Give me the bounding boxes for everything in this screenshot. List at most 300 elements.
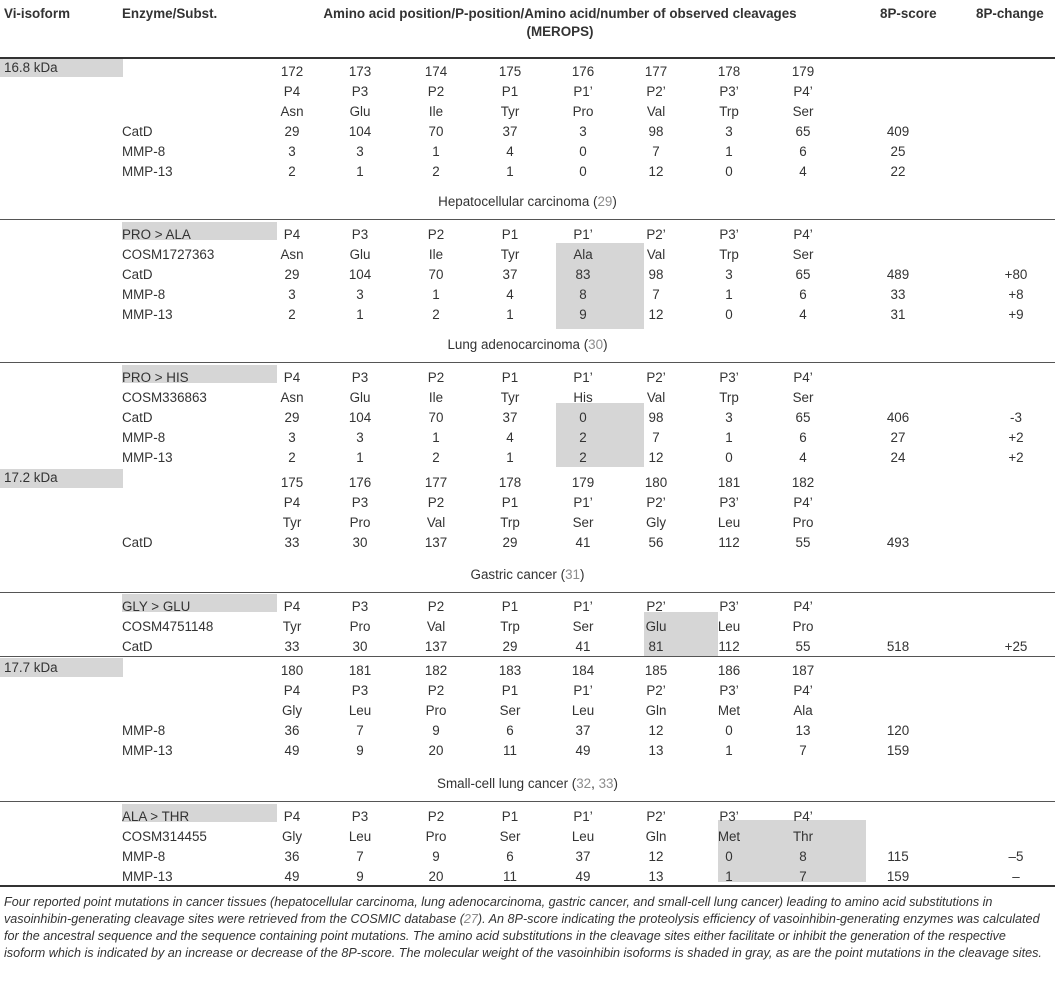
residue-cell: 4 xyxy=(506,144,514,159)
residue-cell: 1 xyxy=(506,307,514,322)
enzyme-cell: MMP-8 xyxy=(122,287,166,302)
residue-cell: 3 xyxy=(579,124,587,139)
enzyme-cell: PRO > HIS xyxy=(122,370,189,385)
residue-cell: P2 xyxy=(427,809,445,824)
residue-cell: 0 xyxy=(725,164,733,179)
residue-cell: P1 xyxy=(501,370,519,385)
isoform-label: 17.2 kDa xyxy=(4,470,58,485)
residue-cell: 3 xyxy=(288,144,296,159)
residue-cell: 0 xyxy=(725,723,733,738)
residue-cell: 29 xyxy=(284,267,300,282)
enzyme-cell: PRO > ALA xyxy=(122,227,191,242)
residue-cell: 173 xyxy=(348,64,372,79)
residue-cell: 1 xyxy=(432,287,440,302)
score-cell: 33 xyxy=(890,287,906,302)
table-caption: Four reported point mutations in cancer tissues (hepatocellular carcinoma, lung adenocarcinoma, gastric cancer, and small-cell lung cancer) leading to amino acid substitutions in vasoinhibin-generating cleavage sites were retrieved from the COSMIC database (27). An 8P-score indicating the proteolysis efficiency of vasoinhibin-generating enzymes was calculated for the ancestral sequence and the sequence containing point mutations. The amino acid substitutions in the cleavage sites either facilitate or inhibit the generation of the respective isoform which is indicated by an increase or decrease of the 8P-score. The molecular weight of the vasoinhibin isoforms is shaded in gray, as are the point mutations in the cleavage sites. xyxy=(4,895,1042,960)
residue-cell: 2 xyxy=(432,450,440,465)
score-cell: 22 xyxy=(890,164,906,179)
residue-cell: P4’ xyxy=(793,809,813,824)
residue-cell: 83 xyxy=(575,267,591,282)
residue-cell: Ser xyxy=(572,515,594,530)
residue-cell: Gln xyxy=(645,703,667,718)
residue-cell: 3 xyxy=(356,144,364,159)
residue-cell: 37 xyxy=(502,410,518,425)
residue-cell: 49 xyxy=(284,869,300,884)
residue-cell: P3 xyxy=(351,599,369,614)
residue-cell: P3’ xyxy=(719,495,739,510)
residue-cell: P2’ xyxy=(646,495,666,510)
header-8p-change: 8P-change xyxy=(976,6,1044,21)
reference-link[interactable]: 30 xyxy=(588,337,604,352)
enzyme-cell: MMP-8 xyxy=(122,723,166,738)
residue-cell: 181 xyxy=(717,475,741,490)
residue-cell: Gln xyxy=(645,829,667,844)
residue-cell: Pro xyxy=(349,515,371,530)
residue-cell: 1 xyxy=(725,743,733,758)
residue-cell: Leu xyxy=(348,829,372,844)
residue-cell: P2’ xyxy=(646,227,666,242)
residue-cell: 12 xyxy=(648,164,664,179)
score-cell: 159 xyxy=(886,869,910,884)
residue-cell: 30 xyxy=(352,639,368,654)
residue-cell: P3 xyxy=(351,809,369,824)
residue-cell: 1 xyxy=(356,450,364,465)
enzyme-cell: MMP-8 xyxy=(122,144,166,159)
residue-cell: 4 xyxy=(506,430,514,445)
residue-cell: 3 xyxy=(356,430,364,445)
residue-cell: Ser xyxy=(499,703,521,718)
residue-cell: Trp xyxy=(719,104,739,119)
residue-cell: P3’ xyxy=(719,227,739,242)
residue-cell: P3 xyxy=(351,84,369,99)
enzyme-cell: MMP-13 xyxy=(122,164,173,179)
residue-cell: P1’ xyxy=(573,809,593,824)
residue-cell: 55 xyxy=(795,639,811,654)
residue-cell: 176 xyxy=(571,64,595,79)
residue-cell: 3 xyxy=(356,287,364,302)
residue-cell: Gly xyxy=(281,703,303,718)
residue-cell: 98 xyxy=(648,124,664,139)
residue-cell: 98 xyxy=(648,410,664,425)
residue-cell: His xyxy=(573,390,593,405)
residue-cell: P3’ xyxy=(719,683,739,698)
residue-cell: 0 xyxy=(725,849,733,864)
residue-cell: Pro xyxy=(792,515,814,530)
residue-cell: 2 xyxy=(288,450,296,465)
residue-cell: P3’ xyxy=(719,370,739,385)
residue-cell: 0 xyxy=(725,307,733,322)
change-cell: -3 xyxy=(1010,410,1022,425)
residue-cell: Leu xyxy=(717,515,741,530)
residue-cell: Trp xyxy=(500,619,520,634)
change-cell: +9 xyxy=(1008,307,1024,322)
enzyme-cell: COSM1727363 xyxy=(122,247,215,262)
residue-cell: Val xyxy=(646,247,666,262)
residue-cell: 1 xyxy=(725,869,733,884)
residue-cell: 70 xyxy=(428,267,444,282)
residue-cell: P3 xyxy=(351,227,369,242)
enzyme-cell: COSM314455 xyxy=(122,829,207,844)
residue-cell: 41 xyxy=(575,535,591,550)
change-cell: +2 xyxy=(1008,450,1024,465)
residue-cell: P3’ xyxy=(719,599,739,614)
residue-cell: 179 xyxy=(571,475,595,490)
change-cell: +8 xyxy=(1008,287,1024,302)
enzyme-cell: MMP-8 xyxy=(122,849,166,864)
residue-cell: 37 xyxy=(502,124,518,139)
residue-cell: 172 xyxy=(280,64,304,79)
residue-cell: 0 xyxy=(725,450,733,465)
change-cell: +80 xyxy=(1004,267,1028,282)
residue-cell: 137 xyxy=(424,535,448,550)
divider-rule xyxy=(0,362,1055,363)
residue-cell: P1’ xyxy=(573,495,593,510)
residue-cell: 4 xyxy=(506,287,514,302)
enzyme-cell: CatD xyxy=(122,267,153,282)
residue-cell: P3’ xyxy=(719,84,739,99)
residue-cell: 36 xyxy=(284,849,300,864)
residue-cell: Glu xyxy=(349,247,371,262)
residue-cell: Val xyxy=(646,104,666,119)
residue-cell: P1’ xyxy=(573,84,593,99)
residue-cell: 0 xyxy=(579,410,587,425)
residue-cell: 12 xyxy=(648,450,664,465)
residue-cell: 174 xyxy=(424,64,448,79)
residue-cell: P4’ xyxy=(793,495,813,510)
residue-cell: 3 xyxy=(288,430,296,445)
residue-cell: 29 xyxy=(502,535,518,550)
residue-cell: 8 xyxy=(799,849,807,864)
residue-cell: 13 xyxy=(648,743,664,758)
residue-cell: Glu xyxy=(349,104,371,119)
score-cell: 489 xyxy=(886,267,910,282)
residue-cell: Thr xyxy=(792,829,814,844)
residue-cell: 183 xyxy=(498,663,522,678)
residue-cell: 104 xyxy=(348,124,372,139)
residue-cell: Leu xyxy=(717,619,741,634)
residue-cell: Ser xyxy=(572,619,594,634)
residue-cell: Ser xyxy=(792,247,814,262)
residue-cell: 1 xyxy=(506,450,514,465)
residue-cell: 181 xyxy=(348,663,372,678)
residue-cell: 12 xyxy=(648,307,664,322)
residue-cell: 175 xyxy=(498,64,522,79)
reference-link[interactable]: 27 xyxy=(463,912,478,926)
residue-cell: 1 xyxy=(432,430,440,445)
residue-cell: 1 xyxy=(356,307,364,322)
residue-cell: 6 xyxy=(799,287,807,302)
residue-cell: 112 xyxy=(718,535,740,550)
residue-cell: P4’ xyxy=(793,370,813,385)
divider-rule xyxy=(0,219,1055,220)
header-enzyme: Enzyme/Subst. xyxy=(122,6,218,21)
residue-cell: 8 xyxy=(579,287,587,302)
residue-cell: 1 xyxy=(506,164,514,179)
residue-cell: 13 xyxy=(795,723,811,738)
residue-cell: 2 xyxy=(288,164,296,179)
residue-cell: 41 xyxy=(575,639,591,654)
enzyme-cell: MMP-13 xyxy=(122,307,173,322)
residue-cell: P1 xyxy=(501,84,519,99)
residue-cell: 7 xyxy=(356,849,364,864)
residue-cell: 6 xyxy=(506,849,514,864)
residue-cell: Tyr xyxy=(282,619,302,634)
reference-link[interactable]: 33 xyxy=(598,776,614,791)
residue-cell: P2 xyxy=(427,370,445,385)
change-cell: +2 xyxy=(1008,430,1024,445)
residue-cell: P4’ xyxy=(793,84,813,99)
enzyme-cell: GLY > GLU xyxy=(122,599,191,614)
residue-cell: Ser xyxy=(792,390,814,405)
residue-cell: 185 xyxy=(644,663,668,678)
residue-cell: 177 xyxy=(424,475,448,490)
residue-cell: Tyr xyxy=(500,390,520,405)
section-title: Hepatocellular carcinoma (29) xyxy=(438,194,617,209)
residue-cell: Pro xyxy=(425,829,447,844)
residue-cell: 30 xyxy=(352,535,368,550)
enzyme-cell: CatD xyxy=(122,639,153,654)
score-cell: 25 xyxy=(890,144,906,159)
residue-cell: 29 xyxy=(502,639,518,654)
residue-cell: P2’ xyxy=(646,599,666,614)
residue-cell: 0 xyxy=(579,164,587,179)
residue-cell: Ile xyxy=(428,104,444,119)
residue-cell: P3’ xyxy=(719,809,739,824)
residue-cell: 29 xyxy=(284,410,300,425)
residue-cell: 179 xyxy=(791,64,815,79)
residue-cell: P4 xyxy=(283,599,301,614)
residue-cell: P4 xyxy=(283,227,301,242)
section-title: Gastric cancer (31) xyxy=(470,567,585,582)
residue-cell: P1’ xyxy=(573,599,593,614)
residue-cell: 33 xyxy=(284,535,300,550)
residue-cell: P1 xyxy=(501,809,519,824)
residue-cell: Ile xyxy=(428,390,444,405)
residue-cell: Pro xyxy=(425,703,447,718)
residue-cell: 9 xyxy=(356,743,364,758)
residue-cell: P4 xyxy=(283,683,301,698)
header-positions-line2: (MEROPS) xyxy=(526,24,594,39)
residue-cell: Leu xyxy=(571,703,595,718)
enzyme-cell: ALA > THR xyxy=(122,809,190,824)
residue-cell: Pro xyxy=(572,104,594,119)
residue-cell: P1 xyxy=(501,227,519,242)
residue-cell: Tyr xyxy=(500,104,520,119)
residue-cell: P4 xyxy=(283,84,301,99)
header-8p-score: 8P-score xyxy=(880,6,937,21)
isoform-label: 16.8 kDa xyxy=(4,60,58,75)
residue-cell: 0 xyxy=(579,144,587,159)
residue-cell: Leu xyxy=(571,829,595,844)
divider-rule xyxy=(0,801,1055,802)
residue-cell: 13 xyxy=(648,869,664,884)
residue-cell: 187 xyxy=(791,663,815,678)
residue-cell: Gly xyxy=(281,829,303,844)
residue-cell: Val xyxy=(426,619,446,634)
residue-cell: 12 xyxy=(648,723,664,738)
residue-cell: P4 xyxy=(283,370,301,385)
residue-cell: Glu xyxy=(645,619,667,634)
residue-cell: P2 xyxy=(427,683,445,698)
residue-cell: 7 xyxy=(652,144,660,159)
residue-cell: 65 xyxy=(795,410,811,425)
residue-cell: 56 xyxy=(648,535,664,550)
residue-cell: P1’ xyxy=(573,683,593,698)
residue-cell: P4 xyxy=(283,809,301,824)
reference-link[interactable]: 29 xyxy=(597,194,613,209)
residue-cell: 177 xyxy=(644,64,668,79)
residue-cell: Trp xyxy=(500,515,520,530)
residue-cell: P3 xyxy=(351,683,369,698)
residue-cell: P1’ xyxy=(573,370,593,385)
residue-cell: 7 xyxy=(356,723,364,738)
residue-cell: Pro xyxy=(349,619,371,634)
residue-cell: 4 xyxy=(799,307,807,322)
residue-cell: Asn xyxy=(280,247,304,262)
score-cell: 31 xyxy=(890,307,906,322)
residue-cell: P4 xyxy=(283,495,301,510)
enzyme-cell: CatD xyxy=(122,124,153,139)
residue-cell: 49 xyxy=(575,743,591,758)
residue-cell: 98 xyxy=(648,267,664,282)
residue-cell: 2 xyxy=(579,450,587,465)
residue-cell: Tyr xyxy=(282,515,302,530)
score-cell: 24 xyxy=(890,450,906,465)
residue-cell: 33 xyxy=(284,639,300,654)
score-cell: 518 xyxy=(886,639,910,654)
residue-cell: Met xyxy=(717,829,741,844)
residue-cell: 55 xyxy=(795,535,811,550)
residue-cell: 3 xyxy=(725,410,733,425)
residue-cell: 4 xyxy=(799,450,807,465)
residue-cell: Ser xyxy=(499,829,521,844)
residue-cell: 37 xyxy=(575,723,591,738)
enzyme-cell: COSM4751148 xyxy=(122,619,214,634)
change-cell: –5 xyxy=(1008,849,1024,864)
change-cell: +25 xyxy=(1004,639,1028,654)
enzyme-cell: CatD xyxy=(122,410,153,425)
score-cell: 406 xyxy=(886,410,910,425)
residue-cell: P4’ xyxy=(793,683,813,698)
residue-cell: 178 xyxy=(717,64,741,79)
residue-cell: 1 xyxy=(725,144,733,159)
reference-link[interactable]: 31 xyxy=(565,567,580,582)
header-vi-isoform: Vi-isoform xyxy=(4,6,70,21)
residue-cell: Gly xyxy=(645,515,667,530)
residue-cell: P1 xyxy=(501,495,519,510)
residue-cell: 3 xyxy=(725,267,733,282)
residue-cell: 137 xyxy=(424,639,448,654)
residue-cell: P1 xyxy=(501,683,519,698)
residue-cell: 70 xyxy=(428,410,444,425)
residue-cell: 104 xyxy=(348,410,372,425)
residue-cell: 20 xyxy=(428,869,444,884)
residue-cell: P2’ xyxy=(646,84,666,99)
residue-cell: 1 xyxy=(725,287,733,302)
residue-cell: Met xyxy=(717,703,741,718)
section-title: Lung adenocarcinoma (30) xyxy=(447,337,608,352)
enzyme-cell: MMP-8 xyxy=(122,430,166,445)
residue-cell: P2’ xyxy=(646,683,666,698)
enzyme-cell: MMP-13 xyxy=(122,743,173,758)
residue-cell: Val xyxy=(646,390,666,405)
residue-cell: 37 xyxy=(575,849,591,864)
score-cell: 493 xyxy=(886,535,910,550)
residue-cell: Asn xyxy=(280,104,304,119)
residue-cell: 70 xyxy=(428,124,444,139)
isoform-label: 17.7 kDa xyxy=(4,660,58,675)
residue-cell: P2 xyxy=(427,84,445,99)
residue-cell: 1 xyxy=(432,144,440,159)
residue-cell: Val xyxy=(426,515,446,530)
residue-cell: 6 xyxy=(506,723,514,738)
residue-cell: P4’ xyxy=(793,599,813,614)
residue-cell: Pro xyxy=(792,619,814,634)
residue-cell: 2 xyxy=(432,307,440,322)
residue-cell: 9 xyxy=(432,723,440,738)
residue-cell: 184 xyxy=(571,663,595,678)
residue-cell: 180 xyxy=(280,663,304,678)
residue-cell: 2 xyxy=(432,164,440,179)
residue-cell: 49 xyxy=(575,869,591,884)
residue-cell: Ser xyxy=(792,104,814,119)
change-cell: – xyxy=(1012,869,1020,884)
residue-cell: P2 xyxy=(427,599,445,614)
header-rule xyxy=(0,57,1055,59)
residue-cell: 104 xyxy=(348,267,372,282)
residue-cell: 49 xyxy=(284,743,300,758)
residue-cell: 65 xyxy=(795,124,811,139)
residue-cell: 11 xyxy=(503,869,517,884)
residue-cell: P4’ xyxy=(793,227,813,242)
score-cell: 159 xyxy=(886,743,910,758)
enzyme-cell: MMP-13 xyxy=(122,450,173,465)
residue-cell: P2’ xyxy=(646,809,666,824)
enzyme-cell: CatD xyxy=(122,535,153,550)
score-cell: 115 xyxy=(887,849,909,864)
residue-cell: Ile xyxy=(428,247,444,262)
residue-cell: 11 xyxy=(503,743,517,758)
residue-cell: 65 xyxy=(795,267,811,282)
residue-cell: 186 xyxy=(717,663,741,678)
residue-cell: P2 xyxy=(427,495,445,510)
residue-cell: 7 xyxy=(652,430,660,445)
residue-cell: Tyr xyxy=(500,247,520,262)
residue-cell: 180 xyxy=(644,475,668,490)
residue-cell: Ala xyxy=(573,247,593,262)
residue-cell: 36 xyxy=(284,723,300,738)
residue-cell: 176 xyxy=(348,475,372,490)
residue-cell: 81 xyxy=(648,639,664,654)
residue-cell: Glu xyxy=(349,390,371,405)
residue-cell: 6 xyxy=(799,144,807,159)
residue-cell: 12 xyxy=(648,849,664,864)
section-title: Small-cell lung cancer (32, 33) xyxy=(437,776,618,791)
reference-link[interactable]: 32 xyxy=(576,776,592,791)
residue-cell: 29 xyxy=(284,124,300,139)
residue-cell: Leu xyxy=(348,703,372,718)
residue-cell: 2 xyxy=(579,430,587,445)
residue-cell: 9 xyxy=(356,869,364,884)
residue-cell: 7 xyxy=(799,743,807,758)
residue-cell: P2’ xyxy=(646,370,666,385)
enzyme-cell: MMP-13 xyxy=(122,869,173,884)
residue-cell: 4 xyxy=(799,164,807,179)
residue-cell: 182 xyxy=(791,475,815,490)
residue-cell: 178 xyxy=(498,475,522,490)
residue-cell: 1 xyxy=(725,430,733,445)
residue-cell: 20 xyxy=(428,743,444,758)
